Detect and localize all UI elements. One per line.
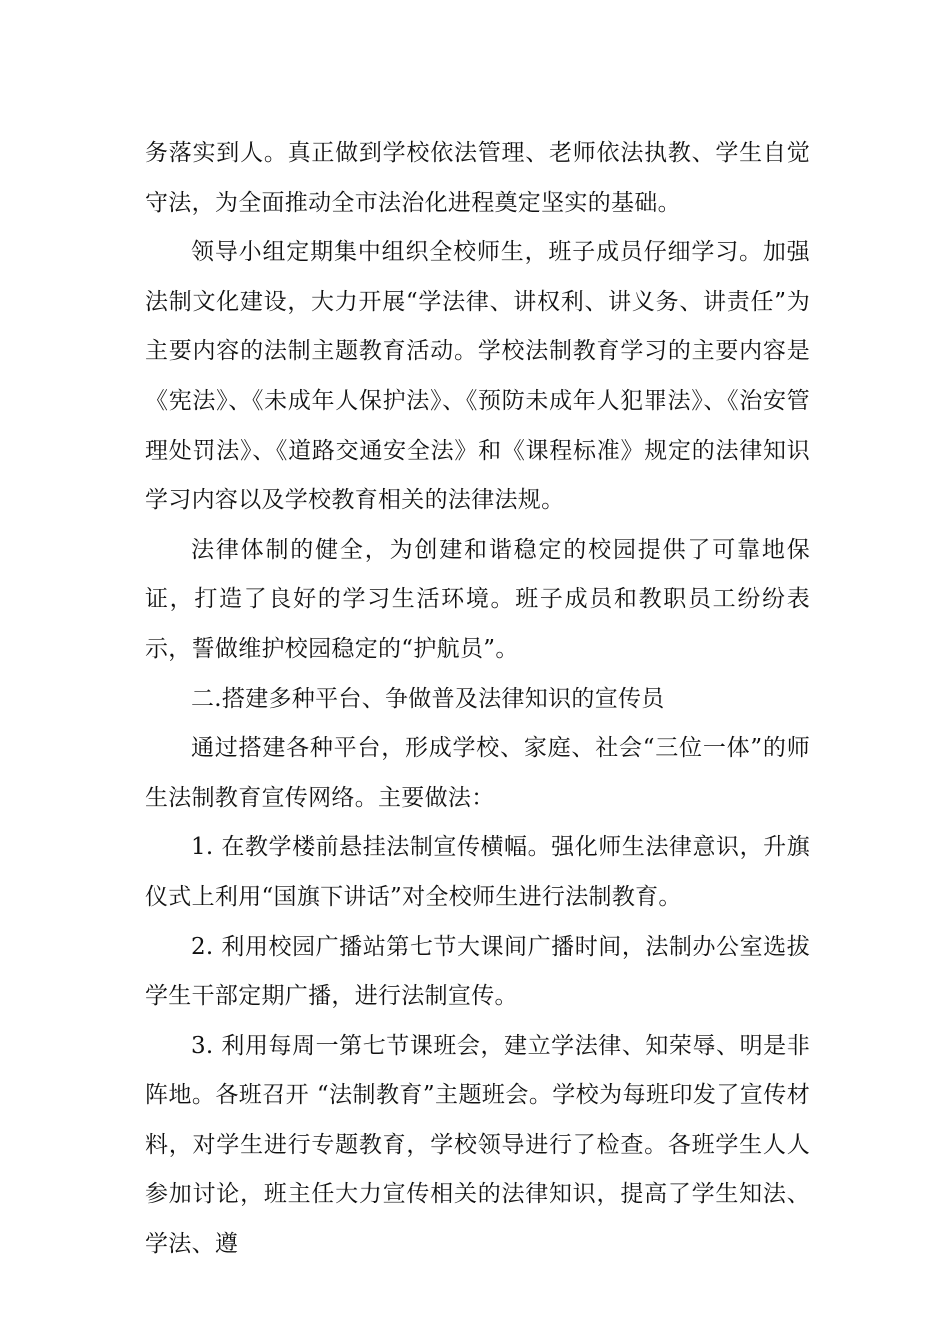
- paragraph-1: 务落实到人。真正做到学校依法管理、老师依法执教、学生自觉守法，为全面推动全市法治化进程奠定坚实的基础。: [145, 140, 810, 216]
- paragraph-2: 领导小组定期集中组织全校师生，班子成员仔细学习。加强法制文化建设，大力开展“学法律、讲权利、讲义务、讲责任”为主要内容的法制主题教育活动。学校法制教育学习的主要内容是《宪法》、《未成年人保护法》、《预防未成年人犯罪法》、《治安管理处罚法》、《道路交通安全法》和《课程标准》规定的法律知识学习内容以及学校教育相关的法律法规。: [145, 239, 810, 514]
- list-item-1: 1. 在教学楼前悬挂法制宣传横幅。强化师生法律意识，升旗仪式上利用“国旗下讲话”对全校师生进行法制教育。: [145, 834, 810, 910]
- list-item-2: 2. 利用校园广播站第七节大课间广播时间，法制办公室选拔学生干部定期广播，进行法制宣传。: [145, 933, 810, 1010]
- document-body: [145, 129, 810, 1270]
- paragraph-3: 法律体制的健全，为创建和谐稳定的校园提供了可靠地保证，打造了良好的学习生活环境。班子成员和教职员工纷纷表示，誓做维护校园稳定的“护航员”。: [145, 536, 810, 662]
- list-item-3: 3. 利用每周一第七节课班会，建立学法律、知荣辱、明是非阵地。各班召开 “法制教育”主题班会。学校为每班印发了宣传材料，对学生进行专题教育，学校领导进行了检查。各班学生人人参加讨论，班主任大力宣传相关的法律知识，提高了学生知法、学法、遵: [145, 1032, 810, 1258]
- section-heading-2: 二.搭建多种平台、争做普及法律知识的宣传员: [191, 685, 665, 712]
- paragraph-4: 通过搭建各种平台，形成学校、家庭、社会“三位一体”的师生法制教育宣传网络。主要做法：: [145, 735, 810, 811]
